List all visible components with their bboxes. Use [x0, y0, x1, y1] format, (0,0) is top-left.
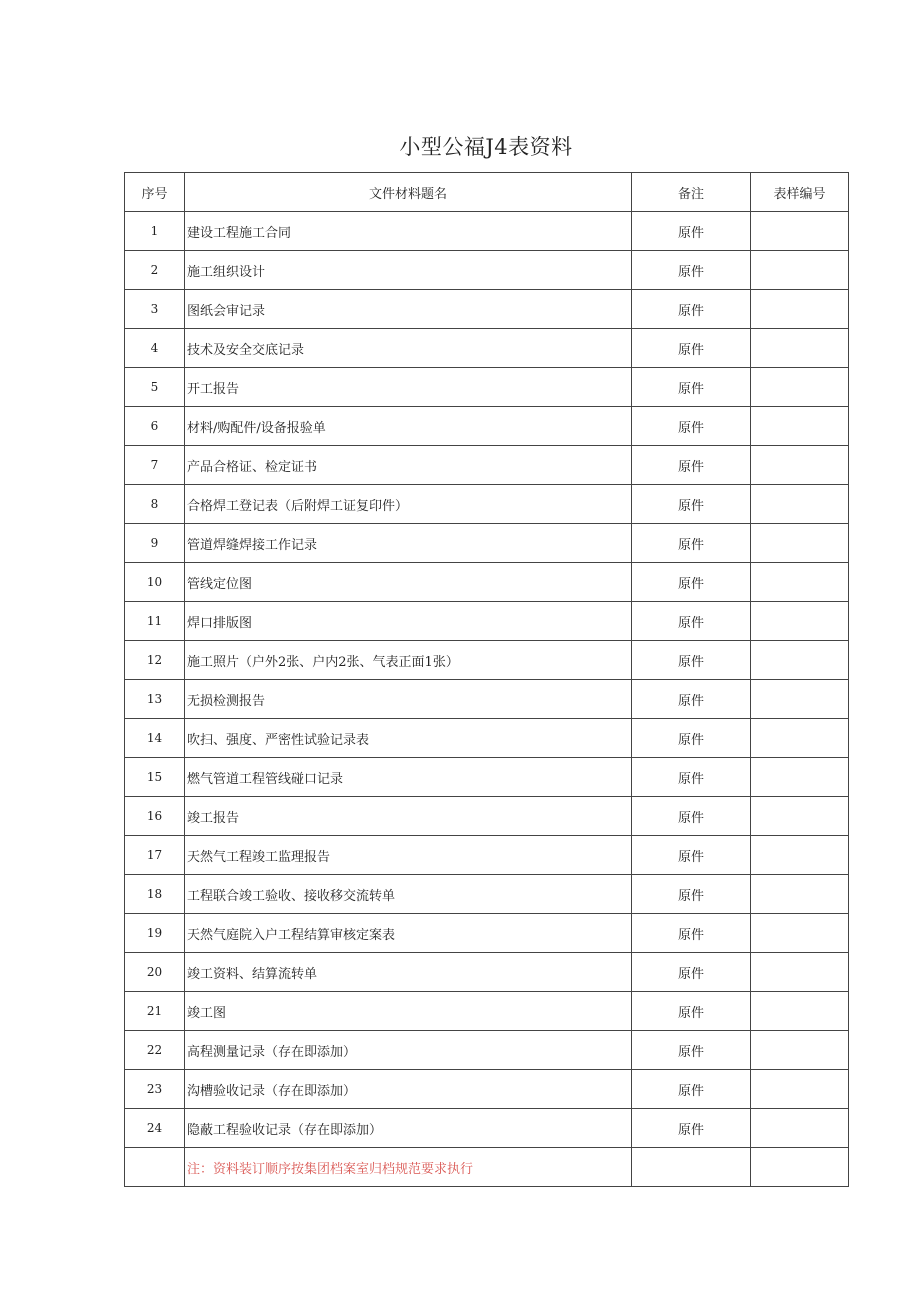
row-document-title: 焊口排版图: [185, 602, 632, 641]
row-remarks: 原件: [632, 797, 751, 836]
row-document-title: 隐蔽工程验收记录（存在即添加）: [185, 1109, 632, 1148]
table-row: [125, 563, 849, 602]
table-row: [125, 719, 849, 758]
table-row: [125, 407, 849, 446]
row-document-title: 无损检测报告: [185, 680, 632, 719]
table-row: [125, 446, 849, 485]
row-document-title: 燃气管道工程管线碰口记录: [185, 758, 632, 797]
row-remarks: 原件: [632, 992, 751, 1031]
row-serial-number: 15: [125, 758, 185, 797]
row-form-code: [751, 290, 849, 329]
table-row: [125, 368, 849, 407]
row-form-code: [751, 992, 849, 1031]
row-form-code: [751, 1109, 849, 1148]
row-serial-number: 19: [125, 914, 185, 953]
row-form-code: [751, 368, 849, 407]
row-form-code: [751, 797, 849, 836]
row-remarks: 原件: [632, 407, 751, 446]
row-document-title: 管道焊缝焊接工作记录: [185, 524, 632, 563]
row-remarks: 原件: [632, 329, 751, 368]
row-remarks: 原件: [632, 914, 751, 953]
row-remarks: 原件: [632, 1070, 751, 1109]
row-form-code: [751, 836, 849, 875]
row-form-code: [751, 524, 849, 563]
table-row: [125, 1070, 849, 1109]
row-serial-number: 6: [125, 407, 185, 446]
row-document-title: 合格焊工登记表（后附焊工证复印件）: [185, 485, 632, 524]
row-serial-number: 20: [125, 953, 185, 992]
row-serial-number: 1: [125, 212, 185, 251]
table-row: [125, 914, 849, 953]
row-remarks: 原件: [632, 563, 751, 602]
row-document-title: 竣工图: [185, 992, 632, 1031]
row-serial-number: 4: [125, 329, 185, 368]
table-row: [125, 797, 849, 836]
row-form-code: [751, 641, 849, 680]
table-row: [125, 251, 849, 290]
row-form-code: [751, 875, 849, 914]
table-row: [125, 524, 849, 563]
row-remarks: 原件: [632, 602, 751, 641]
row-serial-number: 24: [125, 1109, 185, 1148]
row-serial-number: 14: [125, 719, 185, 758]
row-remarks: 原件: [632, 641, 751, 680]
row-document-title: 材料/购配件/设备报验单: [185, 407, 632, 446]
row-document-title: 开工报告: [185, 368, 632, 407]
footnote-text: 注：资料装订顺序按集团档案室归档规范要求执行: [185, 1148, 632, 1187]
row-document-title: 建设工程施工合同: [185, 212, 632, 251]
row-form-code: [751, 329, 849, 368]
materials-table: [124, 172, 849, 1187]
table-header-row: [125, 173, 849, 212]
row-document-title: 图纸会审记录: [185, 290, 632, 329]
row-remarks: 原件: [632, 680, 751, 719]
document-title: 小型公福J4表资料: [399, 135, 573, 159]
row-document-title: 吹扫、强度、严密性试验记录表: [185, 719, 632, 758]
header-form-code: 表样编号: [751, 173, 849, 212]
row-remarks: 原件: [632, 719, 751, 758]
row-remarks: 原件: [632, 368, 751, 407]
header-remarks: 备注: [632, 173, 751, 212]
row-document-title: 高程测量记录（存在即添加）: [185, 1031, 632, 1070]
row-serial-number: 23: [125, 1070, 185, 1109]
row-form-code: [751, 563, 849, 602]
table-row: [125, 680, 849, 719]
row-remarks: 原件: [632, 1109, 751, 1148]
row-serial-number: 17: [125, 836, 185, 875]
row-serial-number: 12: [125, 641, 185, 680]
row-serial-number: 18: [125, 875, 185, 914]
row-remarks: 原件: [632, 446, 751, 485]
row-serial-number: 13: [125, 680, 185, 719]
table-row: [125, 992, 849, 1031]
table-row: [125, 758, 849, 797]
row-remarks: 原件: [632, 875, 751, 914]
row-form-code: [751, 602, 849, 641]
row-form-code: [751, 758, 849, 797]
row-serial-number: 2: [125, 251, 185, 290]
table-row: [125, 836, 849, 875]
row-serial-number: 22: [125, 1031, 185, 1070]
row-form-code: [751, 914, 849, 953]
footnote-empty-cell: [751, 1148, 849, 1187]
row-document-title: 技术及安全交底记录: [185, 329, 632, 368]
row-remarks: 原件: [632, 251, 751, 290]
row-remarks: 原件: [632, 485, 751, 524]
row-form-code: [751, 485, 849, 524]
row-form-code: [751, 212, 849, 251]
row-document-title: 施工照片（户外2张、户内2张、气表正面1张）: [185, 641, 632, 680]
row-form-code: [751, 719, 849, 758]
row-document-title: 天然气工程竣工监理报告: [185, 836, 632, 875]
row-remarks: 原件: [632, 836, 751, 875]
row-document-title: 产品合格证、检定证书: [185, 446, 632, 485]
row-serial-number: 5: [125, 368, 185, 407]
row-serial-number: 8: [125, 485, 185, 524]
row-serial-number: 3: [125, 290, 185, 329]
row-document-title: 竣工报告: [185, 797, 632, 836]
table-row: [125, 1109, 849, 1148]
table-row: [125, 641, 849, 680]
row-remarks: 原件: [632, 290, 751, 329]
row-form-code: [751, 407, 849, 446]
row-form-code: [751, 953, 849, 992]
table-row: [125, 602, 849, 641]
row-serial-number: 7: [125, 446, 185, 485]
row-document-title: 竣工资料、结算流转单: [185, 953, 632, 992]
table-row: [125, 1031, 849, 1070]
row-remarks: 原件: [632, 212, 751, 251]
row-remarks: 原件: [632, 953, 751, 992]
footnote-empty-cell: [125, 1148, 185, 1187]
table-row: [125, 953, 849, 992]
row-form-code: [751, 680, 849, 719]
row-serial-number: 10: [125, 563, 185, 602]
row-remarks: 原件: [632, 758, 751, 797]
footnote-row: [125, 1148, 849, 1187]
table-row: [125, 875, 849, 914]
header-document-title: 文件材料题名: [185, 173, 632, 212]
table-row: [125, 485, 849, 524]
table-row: [125, 212, 849, 251]
table-row: [125, 329, 849, 368]
row-remarks: 原件: [632, 524, 751, 563]
row-form-code: [751, 1070, 849, 1109]
table-body: [125, 212, 849, 1148]
row-document-title: 施工组织设计: [185, 251, 632, 290]
row-serial-number: 9: [125, 524, 185, 563]
row-serial-number: 11: [125, 602, 185, 641]
row-serial-number: 21: [125, 992, 185, 1031]
header-serial-number: 序号: [125, 173, 185, 212]
row-document-title: 天然气庭院入户工程结算审核定案表: [185, 914, 632, 953]
row-remarks: 原件: [632, 1031, 751, 1070]
footnote-empty-cell: [632, 1148, 751, 1187]
row-serial-number: 16: [125, 797, 185, 836]
row-form-code: [751, 1031, 849, 1070]
row-form-code: [751, 446, 849, 485]
row-document-title: 管线定位图: [185, 563, 632, 602]
row-document-title: 沟槽验收记录（存在即添加）: [185, 1070, 632, 1109]
table-row: [125, 290, 849, 329]
row-form-code: [751, 251, 849, 290]
row-document-title: 工程联合竣工验收、接收移交流转单: [185, 875, 632, 914]
